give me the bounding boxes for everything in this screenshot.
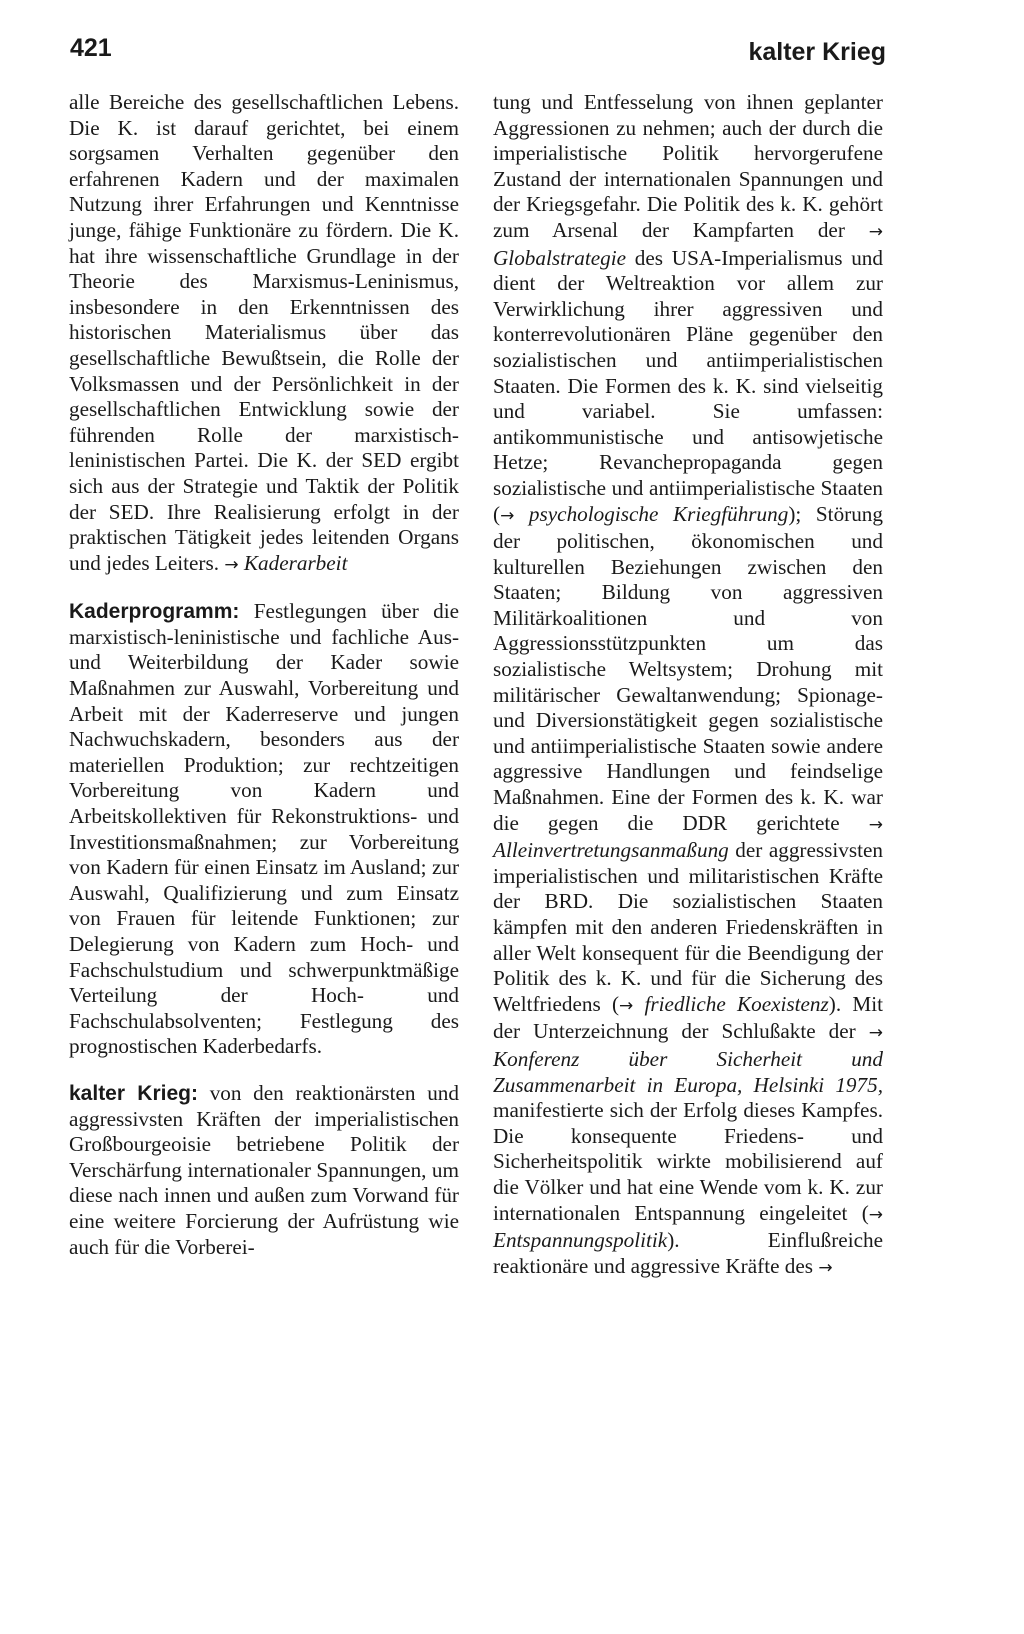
entry-headword: kalter Krieg: bbox=[69, 1081, 198, 1105]
entry-kalter-krieg bbox=[69, 1081, 459, 1260]
right-column bbox=[493, 90, 883, 1281]
entry-definition: Festlegungen über die marxistisch-leninistische und fachliche Aus- und Weiterbildung der Kader sowie Maßnahmen zur Auswahl, Vorbereitung und Arbeit mit der Kaderreserve und jungen Nachwuchskadern, besonders aus der materiellen Produktion; zur rechtzeitigen Vorbereitung von Kadern und Arbeitskollektiven für Rekonstruktions- und Investitionsmaßnahmen; zur Vorbereitung von Kadern für einen Einsatz im Ausland; zur Auswahl, Qualifizierung und zum Einsatz von Frauen für leitende Funktionen; zur Delegierung von Kadern zum Hoch- und Fachschulstudium und schwerpunktmäßige Verteilung der Hoch- und Fachschulabsolventen; Festlegung des prognostischen Kaderbedarfs. bbox=[69, 599, 460, 1059]
see-also-arrow-icon: → bbox=[868, 1204, 883, 1225]
left-column bbox=[69, 90, 459, 1260]
text-segment: manifestierte sich der Erfolg dieses Kampfes. Die konsequente Friedens- und Sicherheitspolitik wirkte mobilisierend auf die Völker und hat eine Wende vom k. K. zur internationalen Entspannung eingeleitet ( bbox=[493, 1098, 883, 1225]
entry-definition: von den reaktionärsten und aggressivsten Kräften der imperialistischen Großbourgeoisie betriebene Politik der Verschärfung internationaler Spannungen, um diese nach innen und außen zum Vorwand für eine weitere Forcierung der Aufrüstung wie auch für die Vorberei- bbox=[69, 1080, 459, 1259]
cross-reference: Kaderarbeit bbox=[243, 550, 348, 575]
text-segment: tung und Entfesselung von ihnen geplanter Aggressionen zu nehmen; auch der durch die imperialistische Politik hervorgerufene Zustand der internationalen Spannungen und der Kriegsgefahr. Die Politik des k. K. gehört zum Arsenal der Kampfarten der bbox=[493, 90, 883, 242]
text-segment: ). Mit der Unterzeichnung der Schlußakte der bbox=[493, 991, 883, 1044]
cross-reference: Alleinvertretungsanmaßung bbox=[493, 838, 729, 863]
cross-reference: Globalstrategie bbox=[493, 245, 627, 270]
see-also-arrow-icon: → bbox=[868, 221, 884, 242]
see-also-arrow-icon: → bbox=[619, 995, 634, 1016]
entry-kaderprogramm bbox=[69, 599, 459, 1060]
see-also-arrow-icon: → bbox=[500, 505, 515, 526]
page-number: 421 bbox=[70, 34, 112, 62]
text-segment: der aggressivsten imperialistischen und militaristischen Kräfte der BRD. Die sozialistischen Staaten kämpfen mit den anderen Friedenskräften in aller Welt konsequent für die Beendigung der Politik des k. K. und für die Sicherung des Weltfriedens ( bbox=[493, 838, 883, 1016]
cross-reference: psychologische Kriegführung bbox=[528, 501, 789, 526]
cross-reference: Konferenz über Sicherheit und Zusammenarbeit in Europa, Helsinki 1975, bbox=[493, 1046, 883, 1097]
see-also-arrow-icon: → bbox=[868, 1023, 883, 1044]
running-head: kalter Krieg bbox=[748, 38, 886, 66]
text-segment: des USA-Imperialismus und dient der Weltreaktion vor allem zur Verwirklichung ihrer aggressiven und konterrevolutionären Pläne gegenüber den sozialistischen und antiimperialistischen Staaten. Die Formen des k. K. sind vielseitig und variabel. Sie umfassen: antikommunistische und antisowjetische Hetze; Revanchepropaganda gegen sozialistische und antiimperialistische Staaten ( bbox=[493, 245, 883, 526]
cross-reference: friedliche Koexistenz bbox=[644, 991, 829, 1016]
cross-reference: Entspannungspolitik bbox=[493, 1228, 668, 1253]
entry-headword: Kaderprogramm: bbox=[69, 600, 240, 624]
entry-kalter-krieg-continuation bbox=[493, 90, 883, 1281]
see-also-arrow-icon: → bbox=[868, 814, 883, 835]
paragraph-text: alle Bereiche des gesellschaftlichen Lebens. Die K. ist darauf gerichtet, bei einem sorgsamen Verhalten gegenüber den erfahrenen Kadern und der maximalen Nutzung ihrer Erfahrungen und Kenntnisse junge, fähige Funktionäre zu fördern. Die K. hat ihre wissenschaftliche Grundlage in der Theorie des Marxismus-Leninismus, insbesondere in den Erkenntnissen des historischen Materialismus über das gesellschaftliche Bewußtsein, die Rolle der Volksmassen und der Persönlichkeit in der gesellschaftlichen Entwicklung sowie der führenden Rolle der marxistisch-leninistischen Partei. Die K. der SED ergibt sich aus der Strategie und Taktik der Politik der SED. Ihre Realisierung erfolgt in der praktischen Tätigkeit jedes leitenden Organs und jedes Leiters. bbox=[69, 90, 459, 575]
see-also-arrow-icon: → bbox=[224, 554, 239, 575]
text-segment: ). Einflußreiche reaktionäre und aggressive Kräfte des bbox=[493, 1228, 883, 1278]
text-segment: ); Störung der politischen, ökonomischen und kulturellen Beziehungen zwischen den Staaten; Bildung von aggressiven Militärkoalitionen und von Aggressionsstützpunkten um das sozialistische Weltsystem; Drohung mit militärischer Gewaltanwendung; Spionage- und Diversionstätigkeit gegen sozialistische und antiimperialistische Staaten sowie andere aggressive Handlungen und feindselige Maßnahmen. Eine der Formen des k. K. war die gegen die DDR gerichtete bbox=[493, 501, 883, 835]
see-also-arrow-icon: → bbox=[818, 1257, 833, 1278]
entry-kaderpolitik-continuation bbox=[69, 90, 459, 578]
